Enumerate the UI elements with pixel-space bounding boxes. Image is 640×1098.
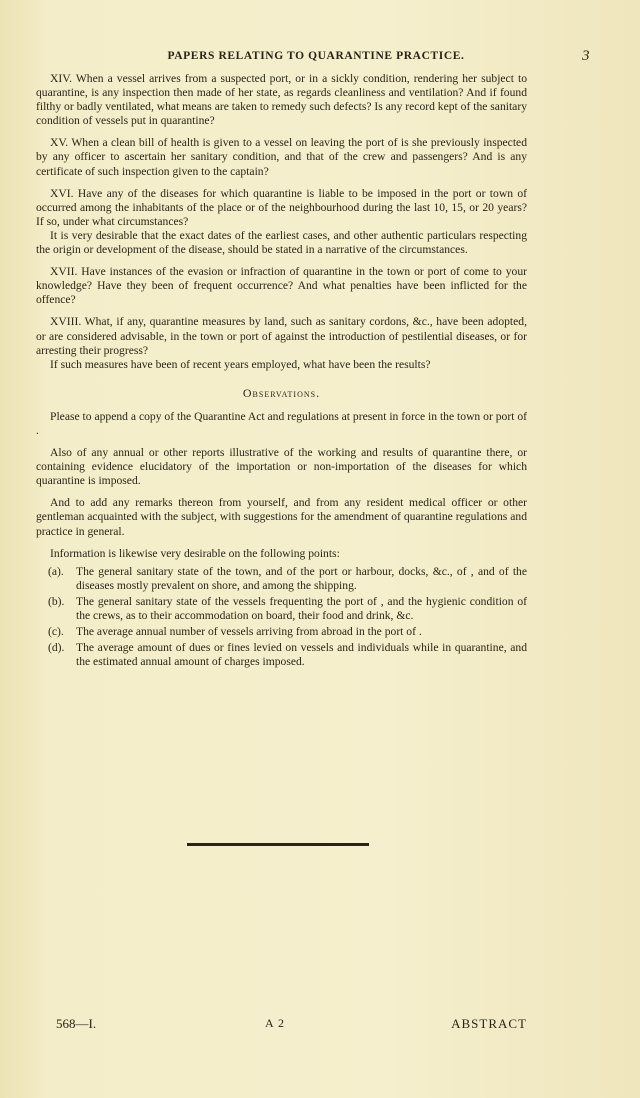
point-label: (a). [48,564,64,578]
running-title: PAPERS RELATING TO QUARANTINE PRACTICE. [167,50,465,62]
point-text: The average amount of dues or fines levied on vessels and individuals while in quarantine, and the estimated annual amount of charges imposed. [76,641,527,669]
point-b [36,595,527,623]
sheet-mark: A 2 [265,1016,286,1030]
question-xv [36,136,527,178]
point-d [36,641,527,669]
observation-paragraph: Please to append a copy of the Quarantine Act and regulations at present in force in the town or port of . [36,409,527,437]
question-text: XVIII. What, if any, quarantine measures by land, such as sanitary cordons, &c., have been adopted, or are considered advisable, in the town or port of against the introduction of pestilential diseases, or for arresting their progress? [36,315,527,357]
question-xvii [36,265,527,307]
question-text: XIV. When a vessel arrives from a suspected port, or in a sickly condition, rendering her subject to quarantine, is any inspection then made of her state, as regards cleanliness and ventilation? And if found filthy or badly ventilated, what means are taken to remedy such defects? Is any record kept of the sanitary condition of vessels put in quarantine? [36,72,527,128]
point-a [36,565,527,593]
point-label: (b). [48,594,65,608]
observation-paragraph: Also of any annual or other reports illustrative of the working and results of quarantine there, or containing evidence elucidatory of the importation or non-importation of the diseases for which quarantine is imposed. [36,446,527,488]
question-xiv [36,72,527,128]
question-text: XV. When a clean bill of health is given to a vessel on leaving the port of is she previously inspected by any officer to ascertain her sanitary condition, and that of the crew and passengers? And is any certificate of such inspection given to the captain? [36,136,527,178]
point-label: (c). [48,625,64,639]
catchword: ABSTRACT [451,1016,527,1031]
observation-paragraph: And to add any remarks thereon from yourself, and from any resident medical officer or other gentleman acquainted with the subject, with suggestions for the amendment of quarantine regulations and practice in general. [36,496,527,538]
point-text: The general sanitary state of the town, and of the port or harbour, docks, &c., of , and of the diseases mostly prevalent on shore, and among the shipping. [76,564,527,592]
page-number: 3 [582,48,590,64]
question-xviii [36,315,527,371]
section-divider [187,843,369,846]
observation-paragraph: Information is likewise very desirable on the following points: [50,546,340,560]
question-note: If such measures have been of recent years employed, what have been the results? [50,357,431,371]
observations-heading: Observations. [242,385,321,400]
signature-mark: 568—I. [56,1016,97,1031]
point-text: The average annual number of vessels arriving from abroad in the port of . [76,625,422,639]
point-label: (d). [48,641,65,655]
question-text: XVII. Have instances of the evasion or infraction of quarantine in the town or port of come to your knowledge? Have they been of frequent occurrence? And what penalties have been inflicted for the offence? [36,265,527,307]
point-c [36,625,527,639]
page-body [36,72,527,671]
point-text: The general sanitary state of the vessels frequenting the port of , and the hygienic condition of the crews, as to their accommodation on board, their food and drink, &c. [76,594,527,622]
question-note: It is very desirable that the exact dates of the earliest cases, and other authentic particulars respecting the origin or development of the disease, should be stated in a narrative of the circumstances. [36,228,527,257]
question-xvi [36,187,527,257]
question-text: XVI. Have any of the diseases for which quarantine is liable to be imposed in the port or town of occurred among the inhabitants of the place or of the neighbourhood during the last 10, 15, or 20 years? If so, under what circumstances? [36,186,527,228]
